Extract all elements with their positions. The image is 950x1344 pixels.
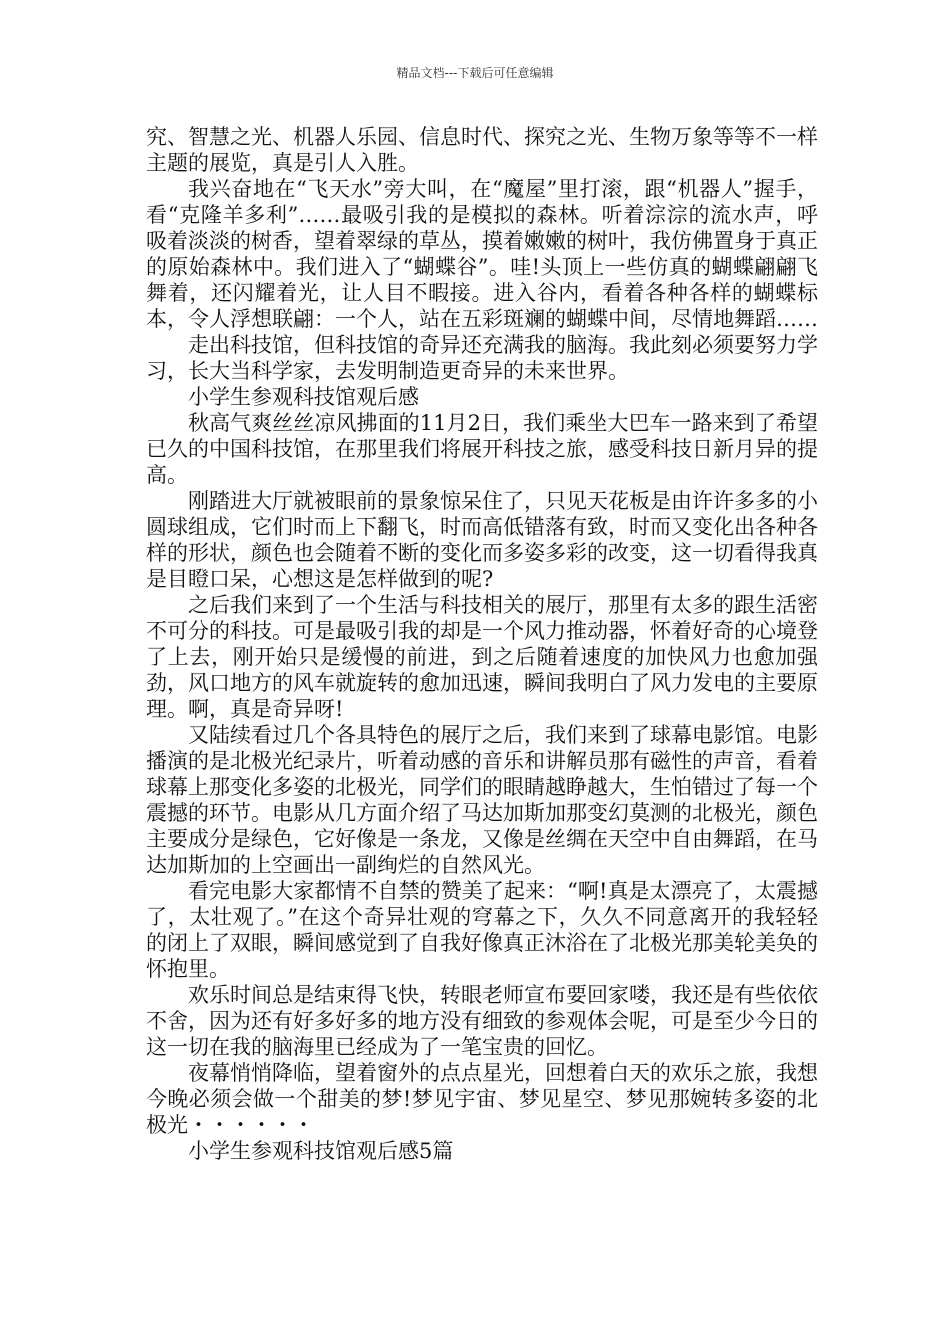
paragraph: 又陆续看过几个各具特色的展厅之后，我们来到了球幕电影馆。电影播演的是北极光纪录片，听着动感的音乐和讲解员那有磁性的声音，看着球幕上那变化多姿的北极光，同学们的眼睛越睁越大，生怕错过了每一个震撼的环节。电影从几方面介绍了马达加斯加那变幻莫测的北极光，颜色主要成分是绿色，它好像是一条龙，又像是丝绸在天空中自由舞蹈，在马达加斯加的上空画出一副绚烂的自然风光。 [146, 723, 818, 877]
paragraph: 之后我们来到了一个生活与科技相关的展厅，那里有太多的跟生活密不可分的科技。可是最吸引我的却是一个风力推动器，怀着好奇的心境登了上去，刚开始只是缓慢的前进，到之后随着速度的加快风力也愈加强劲，风口地方的风车就旋转的愈加迅速，瞬间我明白了风力发电的主要原理。啊，真是奇异呀! [146, 593, 818, 721]
page-header: 精品文档---下载后可任意编辑 [396, 66, 554, 80]
section-title: 小学生参观科技馆观后感5篇 [188, 1139, 454, 1163]
document-body [146, 124, 818, 1164]
section-title: 小学生参观科技馆观后感 [188, 385, 419, 409]
paragraph: 刚踏进大厅就被眼前的景象惊呆住了，只见天花板是由许许多多的小圆球组成，它们时而上下翻飞，时而高低错落有致，时而又变化出各种各样的形状，颜色也会随着不断的变化而多姿多彩的改变，这一切看得我真是目瞪口呆，心想这是怎样做到的呢? [146, 489, 818, 591]
paragraph-continued: 究、智慧之光、机器人乐园、信息时代、探究之光、生物万象等等不一样主题的展览，真是引人入胜。 [146, 125, 818, 175]
paragraph: 我兴奋地在“飞天水”旁大叫，在“魔屋”里打滚，跟“机器人”握手，看“克隆羊多利”……最吸引我的是模拟的森林。听着淙淙的流水声，呼吸着淡淡的树香，望着翠绿的草丛，摸着嫩嫩的树叶，我仿佛置身于真正的原始森林中。我们进入了“蝴蝶谷”。哇!头顶上一些仿真的蝴蝶翩翩飞舞着，还闪耀着光，让人目不暇接。进入谷内，看着各种各样的蝴蝶标本，令人浮想联翩：一个人，站在五彩斑斓的蝴蝶中间，尽情地舞蹈…… [146, 177, 818, 331]
paragraph: 夜幕悄悄降临，望着窗外的点点星光，回想着白天的欢乐之旅，我想今晚必须会做一个甜美的梦!梦见宇宙、梦见星空、梦见那婉转多姿的北极光・・・・・・ [146, 1061, 818, 1137]
paragraph: 走出科技馆，但科技馆的奇异还充满我的脑海。我此刻必须要努力学习，长大当科学家，去发明制造更奇异的未来世界。 [146, 333, 818, 383]
paragraph: 欢乐时间总是结束得飞快，转眼老师宣布要回家喽，我还是有些依依不舍，因为还有好多好多的地方没有细致的参观体会呢，可是至少今日的这一切在我的脑海里已经成为了一笔宝贵的回忆。 [146, 983, 818, 1059]
paragraph: 看完电影大家都情不自禁的赞美了起来：“啊!真是太漂亮了，太震撼了，太壮观了。”在这个奇异壮观的穹幕之下，久久不同意离开的我轻轻的闭上了双眼，瞬间感觉到了自我好像真正沐浴在了北极光那美轮美奂的怀抱里。 [146, 879, 818, 981]
paragraph: 秋高气爽丝丝凉风拂面的11月2日，我们乘坐大巴车一路来到了希望已久的中国科技馆，在那里我们将展开科技之旅，感受科技日新月异的提高。 [146, 411, 818, 487]
